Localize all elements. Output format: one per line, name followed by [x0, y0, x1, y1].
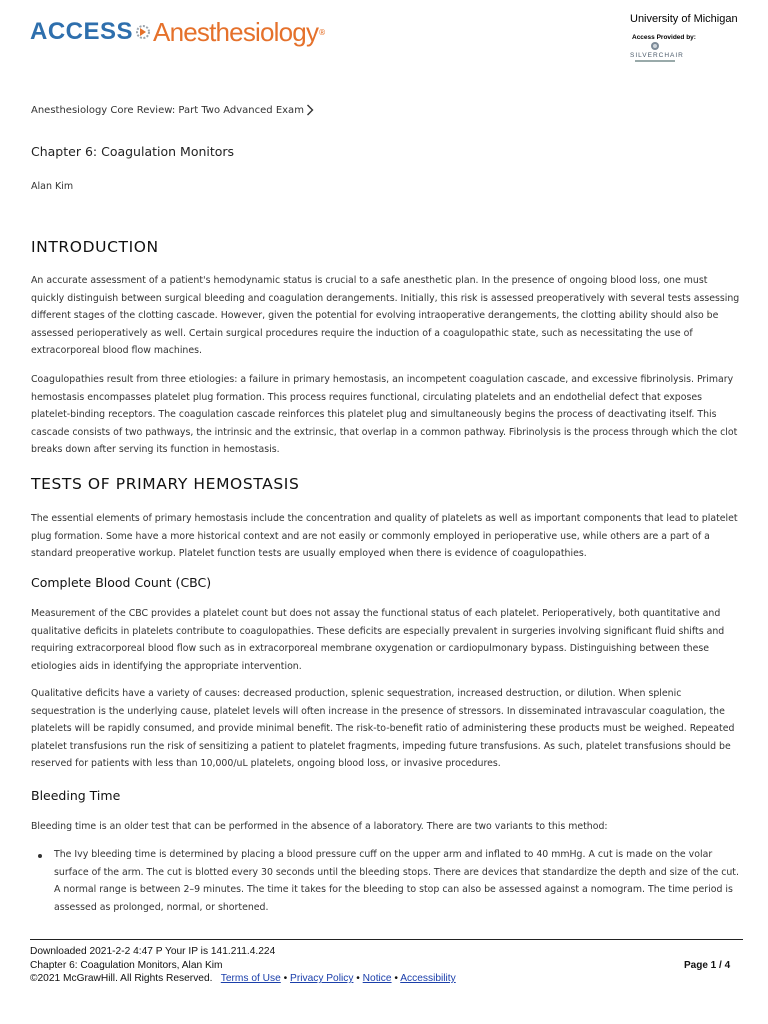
ivy-bleeding-time-item: The Ivy bleeding time is determined by placing a blood pressure cuff on the upper arm and inflated to 40 mmHg. A cut is made on the volar surface of the arm. The cut is blotted every 30 seconds until the bleeding stops. There are devices that standardize the depth and size of the cut. A normal range is between 2–9 minutes. The time it takes for the bleeding to stop can also be assessed against a nomogram. The time period is assessed as prolonged, normal, or shortened.	[54, 849, 739, 913]
bullet-dot	[38, 854, 42, 858]
notice-link[interactable]: Notice	[362, 973, 392, 984]
terms-of-use-link[interactable]: Terms of Use	[220, 973, 281, 984]
access-anesthesiology-logo[interactable]	[30, 14, 326, 50]
primary-hemostasis-heading: TESTS OF PRIMARY HEMOSTASIS	[31, 475, 300, 493]
footer-separator: •	[280, 973, 291, 984]
chevron-right-icon	[306, 104, 314, 116]
gear-arrow-icon	[135, 24, 151, 40]
silverchair-underline	[635, 60, 675, 62]
logo-registered-mark: ®	[318, 27, 327, 37]
page-number: Page 1 / 4	[684, 960, 731, 971]
footer-links-line	[30, 973, 456, 984]
silverchair-text: SILVERCHAIR	[630, 52, 684, 59]
cbc-paragraph-1: Measurement of the CBC provides a platelet count but does not assay the functional status of each platelet. Perioperatively, both quantitative and qualitative deficits in platelets contribute to coagulopathies. These deficits are especially prevalent in surgeries involving significant fluid shifts and requiring extracorporeal blood flow such as in extracorporeal membrane oxygenation or cardiopulmonary bypass. Distinguishing between these etiologies aids in identifying the appropriate intervention.	[31, 608, 725, 672]
chapter-title: Chapter 6: Coagulation Monitors	[31, 144, 235, 159]
bleeding-time-intro: Bleeding time is an older test that can be performed in the absence of a laboratory. There are two variants to this method:	[31, 821, 608, 832]
silverchair-logo	[630, 41, 684, 62]
cbc-paragraph-2: Qualitative deficits have a variety of causes: decreased production, splenic sequestration, increased destruction, or dilution. When splenic sequestration is the underlying cause, platelet levels will often increase in the presence of stressors. In disseminated intravascular coagulation, the platelets will be rapidly consumed, and provide minimal benefit. The risk-to-benefit ratio of administering these products must be weighed. Repeated platelet transfusions run the risk of sensitizing a patient to platelet fragments, impeding future transfusions. As such, platelet transfusions should be reserved for patients with less than 10,000/uL platelets, ongoing blood loss, or invasive procedures.	[31, 688, 735, 770]
footer-divider	[30, 939, 743, 940]
introduction-heading: INTRODUCTION	[31, 238, 159, 256]
footer-separator: •	[391, 973, 401, 984]
breadcrumb-book-title[interactable]: Anesthesiology Core Review: Part Two Advanced Exam	[31, 104, 304, 116]
cbc-heading: Complete Blood Count (CBC)	[31, 575, 212, 590]
privacy-policy-link[interactable]: Privacy Policy	[290, 973, 354, 984]
footer-separator: •	[353, 973, 363, 984]
logo-anesthesiology-text: Anesthesiology	[153, 16, 319, 47]
download-info: Downloaded 2021-2-2 4:47 P Your IP is 141.211.4.224	[30, 946, 276, 957]
institution-name: University of Michigan	[630, 13, 738, 25]
bleeding-time-heading: Bleeding Time	[31, 788, 121, 803]
primary-hemostasis-paragraph: The essential elements of primary hemostasis include the concentration and quality of platelets as well as important components that lead to platelet plug formation. Some have a more historical context and are not easily or commonly employed in perioperative use, while others are a part of a standard preoperative workup. Platelet function tests are usually employed when there is evidence of coagulopathies.	[31, 513, 738, 560]
silverchair-emblem-icon	[650, 41, 660, 51]
breadcrumb[interactable]	[31, 104, 314, 116]
introduction-paragraph-1: An accurate assessment of a patient's hemodynamic status is crucial to a safe anesthetic plan. In the presence of ongoing blood loss, one must quickly distinguish between surgical bleeding and coagulation derangements. Initially, this risk is assessed preoperatively with several tests assessing different stages of the clotting cascade. However, given the potential for evolving intraoperative derangements, the clotting ability should also be assessed perioperatively as well. Certain surgical procedures require the induction of a coagulopathic state, such as necessitating the use of extracorporeal blood flow machines.	[31, 275, 740, 357]
author-name: Alan Kim	[31, 181, 74, 192]
copyright-text: ©2021 McGrawHill. All Rights Reserved.	[30, 973, 213, 984]
footer-chapter-credit: Chapter 6: Coagulation Monitors, Alan Kim	[30, 960, 223, 971]
accessibility-link[interactable]: Accessibility	[400, 973, 456, 984]
logo-access-text: ACCESS	[30, 18, 134, 45]
access-provided-by-label: Access Provided by:	[632, 34, 696, 41]
introduction-paragraph-2: Coagulopathies result from three etiologies: a failure in primary hemostasis, an incompetent coagulation cascade, and excessive fibrinolysis. Primary hemostasis encompasses platelet plug formation. This process requires functional, circulating platelets and an endothelial defect that exposes platelet-binding receptors. The coagulation cascade reinforces this platelet plug and simultaneously begins the process of deactivating itself. This cascade consists of two pathways, the intrinsic and the extrinsic, that overlap in a common pathway. Fibrinolysis is the process through which the clot breaks down after serving its function in hemostasis.	[31, 374, 738, 456]
